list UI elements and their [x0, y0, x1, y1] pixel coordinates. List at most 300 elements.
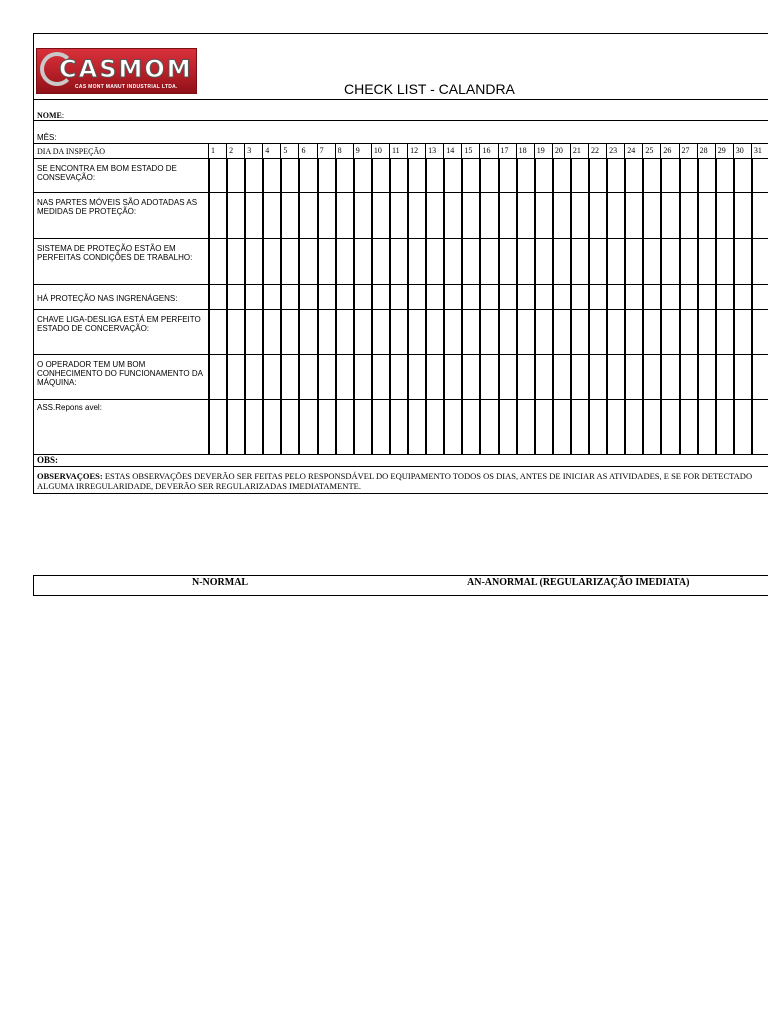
check-cell[interactable] — [389, 159, 407, 192]
check-cell[interactable] — [317, 239, 335, 284]
check-cell[interactable] — [660, 310, 678, 354]
check-cell[interactable] — [407, 193, 425, 238]
day-header-cell — [280, 144, 298, 158]
check-cell[interactable] — [733, 400, 751, 454]
obs-label: OBS: — [37, 455, 59, 465]
day-number: 11 — [391, 146, 400, 155]
check-cell[interactable] — [262, 400, 280, 454]
check-cell[interactable] — [317, 310, 335, 354]
check-cell[interactable] — [353, 400, 371, 454]
check-cell[interactable] — [389, 239, 407, 284]
check-cell[interactable] — [660, 355, 678, 399]
check-cell[interactable] — [208, 355, 226, 399]
observations-note — [37, 471, 762, 491]
check-cell[interactable] — [751, 355, 768, 399]
check-cell[interactable] — [498, 310, 516, 354]
day-header-cell — [733, 144, 751, 158]
day-header-cell — [697, 144, 715, 158]
check-cell[interactable] — [407, 355, 425, 399]
check-cell[interactable] — [588, 193, 606, 238]
check-cell[interactable] — [498, 285, 516, 309]
check-cell[interactable] — [624, 400, 642, 454]
check-cell[interactable] — [335, 239, 353, 284]
check-cell[interactable] — [425, 310, 443, 354]
check-cell[interactable] — [353, 159, 371, 192]
check-cell[interactable] — [244, 159, 262, 192]
check-cell[interactable] — [660, 400, 678, 454]
check-cell[interactable] — [642, 310, 660, 354]
item-row — [34, 239, 768, 285]
day-number: 18 — [518, 146, 527, 155]
check-cell[interactable] — [679, 193, 697, 238]
check-cell[interactable] — [461, 159, 479, 192]
check-cell[interactable] — [479, 239, 497, 284]
day-number: 30 — [735, 146, 744, 155]
check-cell[interactable] — [570, 159, 588, 192]
check-cell[interactable] — [389, 193, 407, 238]
check-cell[interactable] — [262, 159, 280, 192]
obs-row[interactable] — [34, 455, 768, 467]
check-cell[interactable] — [570, 285, 588, 309]
check-cell[interactable] — [715, 310, 733, 354]
check-cell[interactable] — [624, 285, 642, 309]
check-cell[interactable] — [751, 159, 768, 192]
item-row — [34, 193, 768, 239]
check-cell[interactable] — [208, 239, 226, 284]
check-cell[interactable] — [317, 285, 335, 309]
check-cell[interactable] — [425, 159, 443, 192]
check-cell[interactable] — [208, 193, 226, 238]
check-cell[interactable] — [588, 239, 606, 284]
check-cell[interactable] — [298, 159, 316, 192]
day-header-cell — [552, 144, 570, 158]
check-cell[interactable] — [479, 400, 497, 454]
check-cell[interactable] — [715, 159, 733, 192]
day-number: 19 — [536, 146, 545, 155]
check-cell[interactable] — [552, 193, 570, 238]
check-cell[interactable] — [516, 239, 534, 284]
check-cell[interactable] — [280, 310, 298, 354]
check-cell[interactable] — [280, 400, 298, 454]
check-cell[interactable] — [498, 400, 516, 454]
check-cell[interactable] — [226, 239, 244, 284]
check-cell[interactable] — [697, 239, 715, 284]
day-number: 16 — [482, 146, 491, 155]
day-header-cell — [679, 144, 697, 158]
check-cell[interactable] — [461, 400, 479, 454]
day-header-cell — [570, 144, 588, 158]
item-label: SISTEMA DE PROTEÇÃO ESTÃO EM PERFEITAS CONDIÇÕES DE TRABALHO: — [37, 244, 193, 262]
day-header-cell — [715, 144, 733, 158]
check-cell[interactable] — [335, 400, 353, 454]
check-cell[interactable] — [552, 239, 570, 284]
check-cell[interactable] — [226, 355, 244, 399]
day-number: 23 — [609, 146, 618, 155]
page-title: CHECK LIST - CALANDRA — [344, 81, 515, 97]
header — [34, 34, 768, 100]
day-header-cell — [407, 144, 425, 158]
check-cell[interactable] — [208, 400, 226, 454]
check-cell[interactable] — [606, 239, 624, 284]
check-cell[interactable] — [353, 285, 371, 309]
check-cell[interactable] — [606, 355, 624, 399]
check-cell[interactable] — [534, 159, 552, 192]
check-cell[interactable] — [298, 285, 316, 309]
check-cell[interactable] — [570, 400, 588, 454]
check-cell[interactable] — [624, 193, 642, 238]
item-row — [34, 159, 768, 193]
check-cell[interactable] — [479, 355, 497, 399]
day-number: 21 — [572, 146, 581, 155]
day-header-cell — [335, 144, 353, 158]
check-cell[interactable] — [606, 400, 624, 454]
item-row — [34, 285, 768, 310]
nome-row[interactable] — [34, 100, 768, 121]
day-header-cell — [461, 144, 479, 158]
inspection-grid — [34, 144, 768, 455]
check-cell[interactable] — [298, 310, 316, 354]
check-cell[interactable] — [642, 355, 660, 399]
check-cell[interactable] — [697, 193, 715, 238]
check-cell[interactable] — [371, 355, 389, 399]
day-header-cell — [751, 144, 768, 158]
day-number: 1 — [211, 146, 215, 155]
check-cell[interactable] — [443, 355, 461, 399]
check-cell[interactable] — [751, 285, 768, 309]
check-cell[interactable] — [226, 193, 244, 238]
check-cell[interactable] — [226, 400, 244, 454]
check-cell[interactable] — [479, 193, 497, 238]
check-cell[interactable] — [733, 159, 751, 192]
check-cell[interactable] — [371, 193, 389, 238]
check-cell[interactable] — [751, 400, 768, 454]
check-cell[interactable] — [660, 159, 678, 192]
check-cell[interactable] — [534, 355, 552, 399]
check-cell[interactable] — [389, 355, 407, 399]
day-number: 20 — [554, 146, 563, 155]
check-cell[interactable] — [443, 310, 461, 354]
check-cell[interactable] — [425, 355, 443, 399]
check-cell[interactable] — [606, 159, 624, 192]
observations-text: ESTAS OBSERVAÇÕES DEVERÃO SER FEITAS PELO RESPONSDÁVEL DO EQUIPAMENTO TODOS OS DIAS, ANTES DE INICIAR AS ATIVIDADES, E SE FOR DETECTADO ALGUMA IRREGULARIDADE, DEVERÃO SER REGULARIZADAS IMEDIATAMENTE. — [37, 471, 753, 491]
check-cell[interactable] — [208, 285, 226, 309]
check-cell[interactable] — [244, 355, 262, 399]
check-cell[interactable] — [552, 355, 570, 399]
check-cell[interactable] — [570, 193, 588, 238]
check-cell[interactable] — [298, 193, 316, 238]
check-cell[interactable] — [552, 310, 570, 354]
check-cell[interactable] — [697, 159, 715, 192]
check-cell[interactable] — [443, 193, 461, 238]
check-cell[interactable] — [660, 239, 678, 284]
check-cell[interactable] — [624, 159, 642, 192]
day-number: 4 — [265, 146, 270, 155]
check-cell[interactable] — [498, 239, 516, 284]
check-cell[interactable] — [262, 239, 280, 284]
check-cell[interactable] — [552, 285, 570, 309]
check-cell[interactable] — [407, 239, 425, 284]
check-cell[interactable] — [280, 285, 298, 309]
check-cell[interactable] — [443, 239, 461, 284]
day-header-cell — [606, 144, 624, 158]
check-cell[interactable] — [389, 310, 407, 354]
check-cell[interactable] — [425, 285, 443, 309]
day-header-cell — [298, 144, 316, 158]
day-header-cell — [516, 144, 534, 158]
check-cell[interactable] — [244, 285, 262, 309]
check-cell[interactable] — [660, 285, 678, 309]
day-header-label: DIA DA INSPEÇÃO — [37, 147, 106, 156]
check-cell[interactable] — [679, 239, 697, 284]
check-cell[interactable] — [534, 285, 552, 309]
check-cell[interactable] — [479, 310, 497, 354]
check-cell[interactable] — [226, 159, 244, 192]
day-header-cell — [371, 144, 389, 158]
item-row — [34, 310, 768, 355]
day-header-cell — [660, 144, 678, 158]
check-cell[interactable] — [733, 285, 751, 309]
nome-label: NOME — [37, 111, 62, 120]
check-cell[interactable] — [280, 355, 298, 399]
check-cell[interactable] — [244, 239, 262, 284]
check-cell[interactable] — [371, 285, 389, 309]
check-cell[interactable] — [335, 159, 353, 192]
check-cell[interactable] — [697, 355, 715, 399]
check-cell[interactable] — [443, 159, 461, 192]
day-header-row — [34, 144, 768, 159]
check-cell[interactable] — [715, 400, 733, 454]
check-cell[interactable] — [606, 285, 624, 309]
check-cell[interactable] — [570, 239, 588, 284]
check-cell[interactable] — [208, 310, 226, 354]
check-cell[interactable] — [606, 310, 624, 354]
check-cell[interactable] — [407, 310, 425, 354]
check-cell[interactable] — [298, 239, 316, 284]
check-cell[interactable] — [588, 285, 606, 309]
signature-row — [34, 400, 768, 455]
check-cell[interactable] — [588, 355, 606, 399]
check-cell[interactable] — [733, 239, 751, 284]
observations-row — [34, 467, 768, 495]
day-number: 28 — [699, 146, 708, 155]
check-cell[interactable] — [534, 400, 552, 454]
day-header-cell — [353, 144, 371, 158]
item-label: HÁ PROTEÇÃO NAS INGRENÁGENS: — [37, 294, 178, 303]
check-cell[interactable] — [244, 400, 262, 454]
observations-label: OBSERVAÇOES: — [37, 471, 103, 481]
check-cell[interactable] — [570, 355, 588, 399]
check-cell[interactable] — [262, 310, 280, 354]
check-cell[interactable] — [226, 285, 244, 309]
signature-label: ASS.Repons avel: — [37, 403, 102, 412]
check-cell[interactable] — [425, 400, 443, 454]
day-number: 24 — [627, 146, 636, 155]
check-cell[interactable] — [389, 285, 407, 309]
day-header-cell — [624, 144, 642, 158]
day-header-cell — [226, 144, 244, 158]
check-cell[interactable] — [642, 159, 660, 192]
check-cell[interactable] — [335, 285, 353, 309]
check-cell[interactable] — [317, 355, 335, 399]
check-cell[interactable] — [371, 239, 389, 284]
check-cell[interactable] — [660, 193, 678, 238]
day-number: 8 — [337, 146, 342, 155]
check-cell[interactable] — [624, 355, 642, 399]
check-cell[interactable] — [679, 310, 697, 354]
check-cell[interactable] — [353, 193, 371, 238]
check-cell[interactable] — [534, 310, 552, 354]
check-cell[interactable] — [697, 285, 715, 309]
mes-row[interactable] — [34, 121, 768, 144]
day-header-cell — [208, 144, 226, 158]
check-cell[interactable] — [317, 159, 335, 192]
check-cell[interactable] — [552, 400, 570, 454]
check-cell[interactable] — [534, 193, 552, 238]
check-cell[interactable] — [679, 285, 697, 309]
check-cell[interactable] — [534, 239, 552, 284]
check-cell[interactable] — [679, 400, 697, 454]
check-cell[interactable] — [733, 355, 751, 399]
check-cell[interactable] — [461, 239, 479, 284]
check-cell[interactable] — [371, 310, 389, 354]
check-cell[interactable] — [353, 239, 371, 284]
check-cell[interactable] — [461, 310, 479, 354]
check-cell[interactable] — [588, 400, 606, 454]
check-cell[interactable] — [679, 159, 697, 192]
item-label: SE ENCONTRA EM BOM ESTADO DE CONSEVAÇÃO: — [37, 164, 177, 182]
check-cell[interactable] — [679, 355, 697, 399]
mes-label: MÊS: — [37, 133, 57, 142]
day-number: 7 — [319, 146, 324, 155]
check-cell[interactable] — [461, 193, 479, 238]
day-header-cell — [244, 144, 262, 158]
check-cell[interactable] — [280, 159, 298, 192]
day-number: 31 — [753, 146, 762, 155]
day-header-cell — [534, 144, 552, 158]
logo-wordmark: CASMOM — [59, 55, 193, 83]
check-cell[interactable] — [516, 355, 534, 399]
check-cell[interactable] — [733, 310, 751, 354]
check-cell[interactable] — [335, 310, 353, 354]
check-cell[interactable] — [498, 355, 516, 399]
check-cell[interactable] — [244, 310, 262, 354]
day-header-cell — [498, 144, 516, 158]
check-cell[interactable] — [353, 310, 371, 354]
check-cell[interactable] — [606, 193, 624, 238]
check-cell[interactable] — [262, 355, 280, 399]
check-cell[interactable] — [624, 239, 642, 284]
day-header-cell — [642, 144, 660, 158]
check-cell[interactable] — [317, 193, 335, 238]
day-number: 22 — [591, 146, 600, 155]
check-cell[interactable] — [298, 400, 316, 454]
check-cell[interactable] — [751, 239, 768, 284]
check-cell[interactable] — [588, 310, 606, 354]
check-cell[interactable] — [642, 285, 660, 309]
check-cell[interactable] — [244, 193, 262, 238]
check-cell[interactable] — [317, 400, 335, 454]
check-cell[interactable] — [516, 285, 534, 309]
day-header-cell — [479, 144, 497, 158]
check-cell[interactable] — [280, 239, 298, 284]
check-cell[interactable] — [552, 159, 570, 192]
day-header-cell — [425, 144, 443, 158]
check-cell[interactable] — [389, 400, 407, 454]
check-cell[interactable] — [642, 193, 660, 238]
legend-normal: N-NORMAL — [192, 577, 249, 588]
check-cell[interactable] — [751, 193, 768, 238]
check-cell[interactable] — [461, 355, 479, 399]
check-cell[interactable] — [479, 285, 497, 309]
check-cell[interactable] — [371, 159, 389, 192]
check-cell[interactable] — [498, 193, 516, 238]
check-cell[interactable] — [262, 193, 280, 238]
check-cell[interactable] — [280, 193, 298, 238]
check-cell[interactable] — [335, 193, 353, 238]
day-number: 12 — [410, 146, 419, 155]
day-number: 2 — [229, 146, 234, 155]
check-cell[interactable] — [588, 159, 606, 192]
check-cell[interactable] — [516, 193, 534, 238]
check-cell[interactable] — [407, 159, 425, 192]
check-cell[interactable] — [751, 310, 768, 354]
check-cell[interactable] — [479, 159, 497, 192]
check-cell[interactable] — [353, 355, 371, 399]
day-header-cell — [588, 144, 606, 158]
day-number: 27 — [681, 146, 690, 155]
check-cell[interactable] — [516, 400, 534, 454]
check-cell[interactable] — [715, 193, 733, 238]
check-cell[interactable] — [624, 310, 642, 354]
check-cell[interactable] — [226, 310, 244, 354]
legend-bar — [33, 575, 768, 596]
item-label: O OPERADOR TEM UM BOM CONHECIMENTO DO FUNCIONAMENTO DA MÁQUINA: — [37, 360, 203, 387]
check-cell[interactable] — [516, 310, 534, 354]
day-header-cell — [443, 144, 461, 158]
item-label: CHAVE LIGA-DESLIGA ESTÁ EM PERFEITO ESTADO DE CONCERVAÇÃO: — [37, 315, 201, 333]
check-cell[interactable] — [715, 239, 733, 284]
check-cell[interactable] — [208, 159, 226, 192]
check-cell[interactable] — [498, 159, 516, 192]
checklist-sheet — [33, 33, 768, 494]
day-header-cell — [262, 144, 280, 158]
check-cell[interactable] — [570, 310, 588, 354]
check-cell[interactable] — [262, 285, 280, 309]
check-cell[interactable] — [371, 400, 389, 454]
day-header-cell — [317, 144, 335, 158]
check-cell[interactable] — [715, 355, 733, 399]
check-cell[interactable] — [335, 355, 353, 399]
check-cell[interactable] — [443, 400, 461, 454]
check-cell[interactable] — [407, 285, 425, 309]
legend-anormal: AN-ANORMAL (REGULARIZAÇÃO IMEDIATA) — [467, 577, 690, 588]
check-cell[interactable] — [516, 159, 534, 192]
check-cell[interactable] — [461, 285, 479, 309]
check-cell[interactable] — [642, 239, 660, 284]
check-cell[interactable] — [697, 400, 715, 454]
day-number: 14 — [446, 146, 455, 155]
check-cell[interactable] — [425, 193, 443, 238]
check-cell[interactable] — [298, 355, 316, 399]
check-cell[interactable] — [425, 239, 443, 284]
check-cell[interactable] — [697, 310, 715, 354]
day-number: 3 — [247, 146, 252, 155]
check-cell[interactable] — [733, 193, 751, 238]
check-cell[interactable] — [642, 400, 660, 454]
check-cell[interactable] — [715, 285, 733, 309]
check-cell[interactable] — [443, 285, 461, 309]
check-cell[interactable] — [407, 400, 425, 454]
